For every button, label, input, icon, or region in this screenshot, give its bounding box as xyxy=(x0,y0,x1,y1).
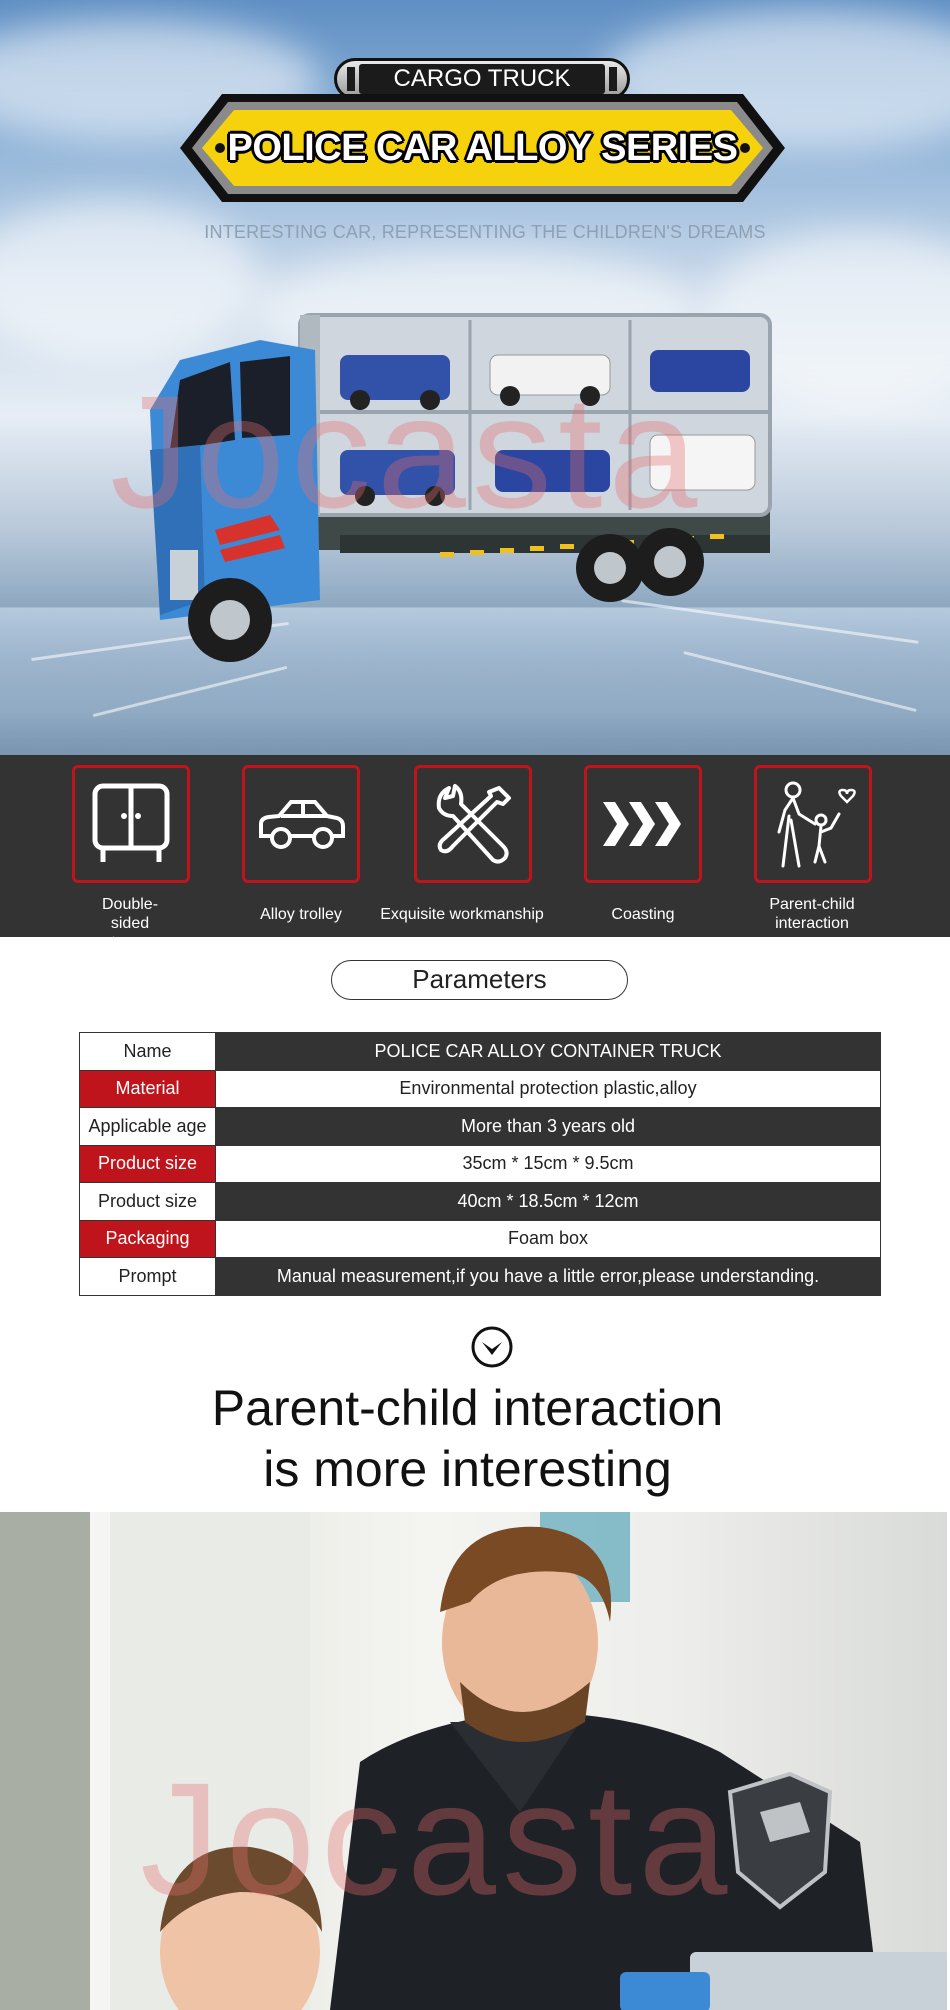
param-key: Prompt xyxy=(80,1258,216,1296)
param-value: More than 3 years old xyxy=(216,1108,881,1146)
hero-tagline: INTERESTING CAR, REPRESENTING THE CHILDREN'S DREAMS xyxy=(204,222,766,242)
cargo-truck-label: CARGO TRUCK xyxy=(359,64,605,94)
chevrons-right-icon xyxy=(599,780,687,868)
param-value: 40cm * 18.5cm * 12cm xyxy=(216,1183,881,1221)
param-key: Product size xyxy=(80,1145,216,1183)
feature-label: Double-sided storage xyxy=(101,896,159,951)
table-row xyxy=(80,1220,881,1258)
headline-line-2: is more interesting xyxy=(263,1441,672,1497)
truck-image xyxy=(140,300,800,670)
feature-coasting xyxy=(547,765,717,930)
table-row xyxy=(80,1183,881,1221)
parameters-table xyxy=(79,1032,881,1296)
param-key: Name xyxy=(80,1033,216,1071)
series-title: POLICE CAR ALLOY SERIES xyxy=(227,127,738,169)
table-row xyxy=(80,1258,881,1296)
param-key: Applicable age xyxy=(80,1108,216,1146)
feature-label: Exquisite workmanship xyxy=(380,906,544,923)
param-value: 35cm * 15cm * 9.5cm xyxy=(216,1145,881,1183)
headline-line-1: Parent-child interaction xyxy=(211,1380,724,1436)
photo-watermark: Jocasta xyxy=(140,1749,734,1928)
feature-icon-frame xyxy=(72,765,190,883)
tools-icon xyxy=(429,780,517,868)
table-row xyxy=(80,1070,881,1108)
feature-icon-frame xyxy=(414,765,532,883)
hero-banner xyxy=(0,0,950,755)
feature-alloy-trolley xyxy=(205,765,375,930)
param-key: Material xyxy=(80,1070,216,1108)
section-headline xyxy=(0,1378,935,1500)
parameters-title: Parameters xyxy=(331,960,628,1000)
cabinet-icon xyxy=(87,780,175,868)
parent-child-icon xyxy=(769,780,857,868)
chevron-down-circle-icon xyxy=(470,1325,514,1369)
param-value: Environmental protection plastic,alloy xyxy=(216,1070,881,1108)
lifestyle-photo xyxy=(0,1512,947,2010)
param-value: POLICE CAR ALLOY CONTAINER TRUCK xyxy=(216,1033,881,1071)
feature-exquisite-workmanship xyxy=(377,765,547,930)
table-row xyxy=(80,1108,881,1146)
param-value: Manual measurement,if you have a little error,please understanding. xyxy=(216,1258,881,1296)
feature-icon-frame xyxy=(584,765,702,883)
param-key: Product size xyxy=(80,1183,216,1221)
feature-label: Parent-child interaction xyxy=(769,896,855,932)
feature-icon-frame xyxy=(754,765,872,883)
table-row xyxy=(80,1145,881,1183)
feature-double-sided-storage xyxy=(35,765,205,951)
feature-label: Alloy trolley xyxy=(260,906,342,923)
car-icon xyxy=(257,780,345,868)
feature-label: Coasting xyxy=(611,906,675,923)
table-row xyxy=(80,1033,881,1071)
series-banner xyxy=(180,92,785,204)
feature-icon-frame xyxy=(242,765,360,883)
hero-watermark: Jocasta xyxy=(110,362,704,541)
param-value: Foam box xyxy=(216,1220,881,1258)
feature-parent-child-interaction xyxy=(717,765,887,930)
feature-strip xyxy=(0,755,950,951)
param-key: Packaging xyxy=(80,1220,216,1258)
parent-child-photo xyxy=(0,1512,947,2010)
